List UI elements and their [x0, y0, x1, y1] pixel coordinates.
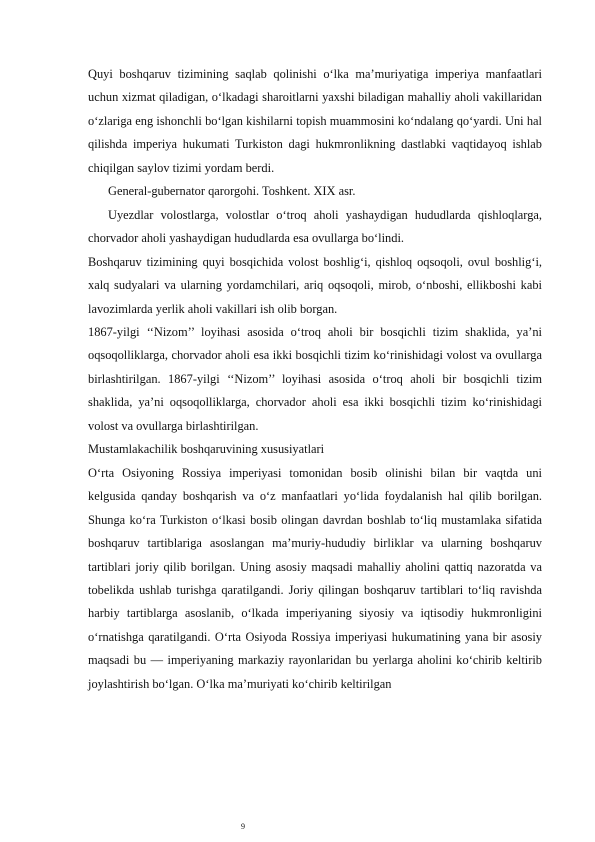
document-page — [88, 63, 542, 696]
page-number: 9 — [241, 822, 245, 831]
paragraph-uyezd-division: Uyezdlar volostlarga, volostlar o‘troq aholi yashaydigan hududlarda qishloqlarga, chorvador aholi yashaydigan hududlarda esa ovullarga bo‘lindi. — [88, 207, 542, 246]
paragraph-nizom-1867: 1867-yilgi ‘‘Nizom’’ loyihasi asosida o‘troq aholi bir bosqichli tizim shaklida, ya’ni oqsoqolliklarga, chorvador aholi esa ikki bosqichli tizim ko‘rinishidagi volost va ovullarga birlashtirilgan. 1867-yilgi ‘‘Nizom’’ loyihasi asosida o‘troq aholi bir bosqichli tizim shaklida, ya’ni oqsoqolliklarga, chorvador aholi esa ikki bosqichli tizim ko‘rinishidagi volost va ovullarga birlashtirilgan. — [88, 324, 542, 433]
section-heading-colonial-features: Mustamlakachilik boshqaruvining xususiyatlari — [88, 442, 325, 457]
paragraph-lower-administration: Quyi boshqaruv tizimining saqlab qolinishi o‘lka ma’muriyatiga imperiya manfaatlari uchun xizmat qiladigan, o‘lkadagi sharoitlarni yaxshi biladigan mahalliy aholi vakillaridan o‘zlariga eng ishonchli bo‘lgan kishilarni topish muammosini ko‘ndalang qo‘yardi. Uni hal qilishda imperiya hukumati Turkiston dagi hukmronlikning dastlabki vaqtidayoq ishlab chiqilgan saylov tizimi yordam berdi. — [88, 67, 542, 175]
paragraph-local-officials: Boshqaruv tizimining quyi bosqichida volost boshlig‘i, qishloq oqsoqoli, ovul boshlig‘i, xalq sudyalari va ularning yordamchilari, ariq oqsoqoli, mirob, o‘nboshi, ellikboshi kabi lavozimlarda yerlik aholi vakillari ish olib borgan. — [88, 254, 542, 316]
paragraph-colonial-governance: O‘rta Osiyoning Rossiya imperiyasi tomonidan bosib olinishi bilan bir vaqtda uni kelgusida qanday boshqarish va o‘z manfaatlari yo‘lida foydalanish hal qilib borilgan. Shunga ko‘ra Turkiston o‘lkasi bosib olingan davrdan boshlab to‘liq mustamlaka sifatida boshqaruv tartiblariga asoslangan ma’muriy-hududiy birliklar va ularning boshqaruv tartiblari joriy qilib borilgan. Uning asosiy maqsadi mahalliy aholini qattiq nazoratda va tobelikda ushlab turishga qaratilgandi. Joriy qilingan boshqaruv tartiblari to‘liq ravishda harbiy tartiblarga asoslanib, o‘lkada imperiyaning siyosiy va iqtisodiy hukmronligini o‘rnatishga qaratilgandi. O‘rta Osiyoda Rossiya imperiyasi hukumatining yana bir asosiy maqsadi bu — imperiyaning markaziy rayonlaridan bu yerlarga aholini ko‘chirib keltirib joylashtirish bo‘lgan. O‘lka ma’muriyati ko‘chirib keltirilgan — [88, 465, 542, 691]
paragraph-image-caption: General-gubernator qarorgohi. Toshkent. XIX asr. — [108, 184, 356, 199]
